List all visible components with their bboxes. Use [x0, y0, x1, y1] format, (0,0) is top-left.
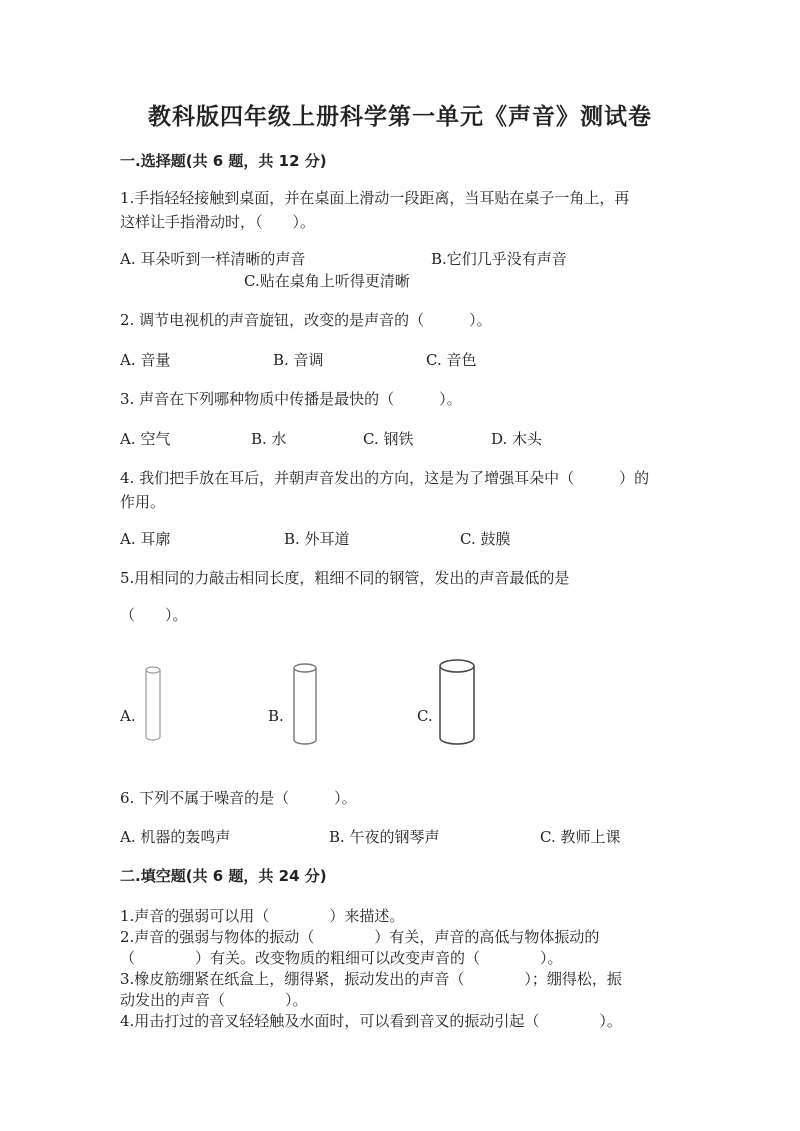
fill-in-line: 4.用击打过的音叉轻轻触及水面时，可以看到音叉的振动引起（ ）。 [120, 1012, 622, 1030]
question-1-line-2: 这样让手指滑动时，（ ）。 [120, 213, 316, 231]
thin-tube-icon [140, 664, 166, 744]
question-3-option-c: C. 钢铁 [363, 430, 414, 448]
question-5-option-a-label: A. [120, 707, 136, 725]
question-3-option-d: D. 木头 [491, 430, 543, 448]
question-3-text: 3. 声音在下列哪种物质中传播是最快的（ ）。 [120, 390, 462, 408]
question-1-line-1: 1.手指轻轻接触到桌面，并在桌面上滑动一段距离，当耳贴在桌子一角上，再 [120, 189, 630, 207]
question-5-option-b-label: B. [268, 707, 284, 725]
question-4-option-c: C. 鼓膜 [460, 530, 511, 548]
fill-in-line: 1.声音的强弱可以用（ ）来描述。 [120, 907, 405, 925]
question-5-line-1: 5.用相同的力敲击相同长度，粗细不同的钢管，发出的声音最低的是 [120, 569, 570, 587]
fill-in-line: 2.声音的强弱与物体的振动（ ）有关，声音的高低与物体振动的 [120, 928, 600, 946]
question-4-line-2: 作用。 [120, 493, 166, 511]
section-heading-choice: 一.选择题(共 6 题，共 12 分) [120, 152, 327, 170]
question-6-text: 6. 下列不属于噪音的是（ ）。 [120, 789, 357, 807]
question-6-option-a: A. 机器的轰鸣声 [120, 828, 231, 846]
page-title: 教科版四年级上册科学第一单元《声音》测试卷 [148, 104, 652, 130]
question-1-option-b: B.它们几乎没有声音 [431, 250, 567, 268]
question-4-option-a: A. 耳廓 [120, 530, 171, 548]
thick-tube-icon [434, 656, 480, 748]
fill-in-line: （ ）有关。改变物质的粗细可以改变声音的（ ）。 [120, 949, 563, 967]
question-2-text: 2. 调节电视机的声音旋钮，改变的是声音的（ ）。 [120, 311, 492, 329]
question-1-option-c: C.贴在桌角上听得更清晰 [244, 272, 410, 290]
question-4-option-b: B. 外耳道 [284, 530, 350, 548]
question-3-option-a: A. 空气 [120, 430, 171, 448]
question-6-option-c: C. 教师上课 [540, 828, 621, 846]
question-5-line-2: （ ）。 [120, 606, 188, 624]
question-2-option-b: B. 音调 [273, 351, 324, 369]
question-2-option-a: A. 音量 [120, 351, 171, 369]
question-5-option-c-label: C. [417, 707, 433, 725]
question-6-option-b: B. 午夜的钢琴声 [329, 828, 440, 846]
medium-tube-icon [288, 660, 322, 748]
fill-in-line: 3.橡皮筋绷紧在纸盒上，绷得紧，振动发出的声音（ ）；绷得松，振 [120, 970, 622, 988]
question-1-option-a: A. 耳朵听到一样清晰的声音 [120, 250, 306, 268]
question-4-line-1: 4. 我们把手放在耳后，并朝声音发出的方向，这是为了增强耳朵中（ ）的 [120, 469, 650, 487]
question-3-option-b: B. 水 [251, 430, 287, 448]
fill-in-line: 动发出的声音（ ）。 [120, 991, 308, 1009]
question-2-option-c: C. 音色 [426, 351, 477, 369]
section-heading-fill-in: 二.填空题(共 6 题，共 24 分) [120, 867, 327, 885]
